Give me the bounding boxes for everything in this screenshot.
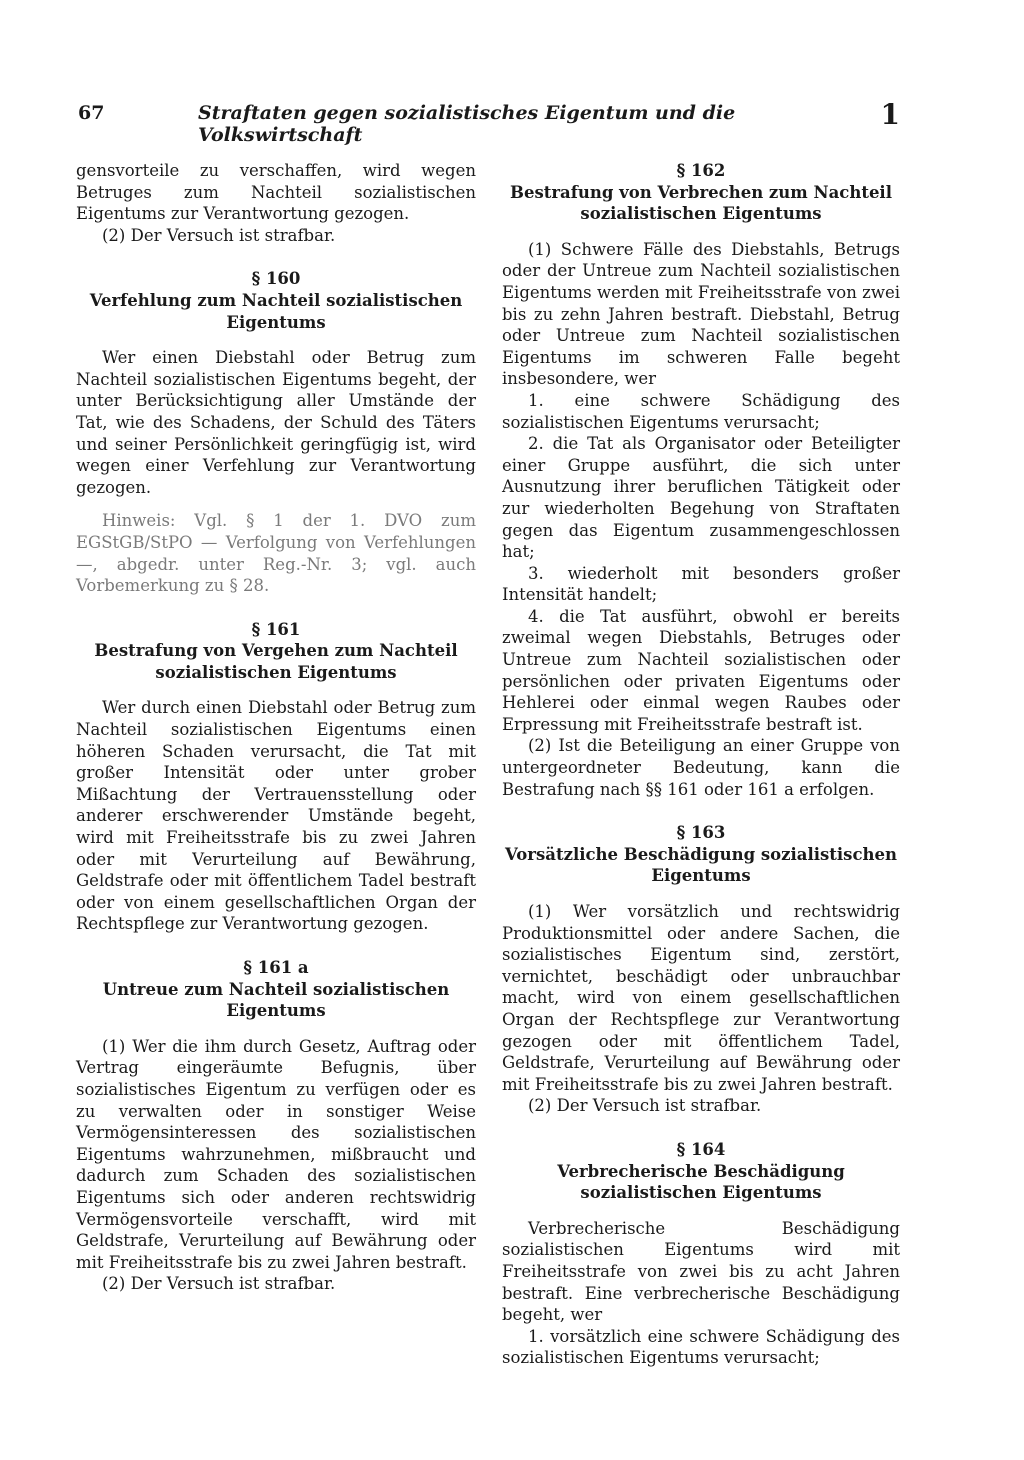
section-number-160: § 160 xyxy=(251,269,301,289)
paragraph: (2) Der Versuch ist strafbar. xyxy=(102,225,336,245)
section-164-item-1: 1. vorsätzlich eine schwere Schädigung des sozialistischen Eigentums verursacht; xyxy=(502,1326,900,1368)
section-164-body: Verbrecherische Beschädigung sozialistischen Eigentums wird mit Freiheitsstrafe von zwei bis zu acht Jahren bestraft. Eine verbrecherische Beschädigung begeht, wer xyxy=(502,1218,900,1325)
section-162-paragraph-2: (2) Ist die Beteiligung an einer Gruppe von untergeordneter Bedeutung, kann die Bestrafung nach §§ 161 oder 161 a erfolgen. xyxy=(502,736,900,799)
section-163-paragraph-2: (2) Der Versuch ist strafbar. xyxy=(528,1096,762,1116)
section-161-body: Wer durch einen Diebstahl oder Betrug zum Nachteil sozialistischen Eigentums einen höheren Schaden verursacht, die Tat mit großer Intensität oder unter grober Mißachtung der Vertrauensstellung oder anderer erschwerender Umstände begeht, wird mit Freiheitsstrafe bis zu zwei Jahren oder mit Verurteilung auf Bewährung, Geldstrafe oder mit öffentlichem Tadel bestraft oder von einem gesellschaftlichen Organ der Rechtspflege zur Verantwortung gezogen. xyxy=(76,698,476,934)
continued-paragraph: gensvorteile zu verschaffen, wird wegen Betruges zum Nachteil sozialistischen Eigentums zur Verantwortung gezogen. xyxy=(76,161,476,224)
section-160-hint: Hinweis: Vgl. § 1 der 1. DVO zum EGStGB/StPO — Verfolgung von Verfehlungen —, abgedr. unter Reg.-Nr. 3; vgl. auch Vorbemerkung zu § 28. xyxy=(76,511,476,596)
page-header xyxy=(78,98,900,146)
section-162-paragraph-1: (1) Schwere Fälle des Diebstahls, Betrugs oder der Untreue zum Nachteil sozialistischen Eigentums werden mit Freiheitsstrafe von zwei bis zu zehn Jahren bestraft. Diebstahl, Betrug oder Untreue zum Nachteil sozialistischen Eigentums im schweren Falle begeht insbesondere, wer xyxy=(502,239,900,389)
section-160-body: Wer einen Diebstahl oder Betrug zum Nachteil sozialistischen Eigentums begeht, der unter Berücksichtigung aller Umstände der Tat, wie des Schadens, der Schuld des Täters und seiner Persönlichkeit geringfügig ist, wird wegen einer Verfehlung zur Verantwortung gezogen. xyxy=(76,348,476,497)
left-column xyxy=(76,160,476,1295)
chapter-number: 1 xyxy=(880,98,900,131)
section-title-161: Bestrafung von Vergehen zum Nachteil sozialistischen Eigentums xyxy=(94,641,458,682)
section-title-164: Verbrecherische Beschädigung sozialistischen Eigentums xyxy=(557,1161,845,1203)
section-162-item-3: 3. wiederholt mit besonders großer Intensität handelt; xyxy=(502,563,900,605)
section-163-paragraph-1: (1) Wer vorsätzlich und rechtswidrig Produktionsmittel oder andere Sachen, die sozialistisches Eigentum sind, zerstört, vernichtet, beschädigt oder unbrauchbar macht, wird von einem gesellschaftlichen Organ der Rechtspflege zur Verantwortung gezogen oder mit öffentlichem Tadel, Geldstrafe, Verurteilung auf Bewährung oder mit Freiheitsstrafe bis zu zwei Jahren bestraft. xyxy=(502,902,900,1094)
section-title-163: Vorsätzliche Beschädigung sozialistischen Eigentums xyxy=(504,844,898,886)
section-162-item-2: 2. die Tat als Organisator oder Beteiligter einer Gruppe ausführt, die sich unter Ausnutzung ihrer beruflichen Tätigkeit oder zur wiederholten Begehung von Straftaten gegen das Eigentum zusammengeschlossen hat; xyxy=(502,434,900,562)
section-162-item-1: 1. eine schwere Schädigung des sozialistischen Eigentums verursacht; xyxy=(502,390,900,432)
section-162-item-4: 4. die Tat ausführt, obwohl er bereits zweimal wegen Diebstahls, Betruges oder Untreue zum Nachteil sozialistischen oder persönlichen oder privaten Eigentums oder Hehlerei oder einmal wegen Raubes oder Erpressung mit Freiheitsstrafe bestraft ist. xyxy=(502,606,900,734)
section-number-162: § 162 xyxy=(676,161,726,180)
section-161a-paragraph-1: (1) Wer die ihm durch Gesetz, Auftrag oder Vertrag eingeräumte Befugnis, über sozialistisches Eigentum zu verfügen oder es zu verwalten oder in sonstiger Weise Vermögensinteressen des sozialistischen Eigentums wahrzunehmen, mißbraucht und dadurch zum Schaden des sozialistischen Eigentums sich oder anderen rechtswidrig Vermögensvorteile verschafft, wird mit Geldstrafe, Verurteilung auf Bewährung oder mit Freiheitsstrafe bis zu zwei Jahren bestraft. xyxy=(76,1036,476,1272)
section-number-163: § 163 xyxy=(676,823,726,843)
section-number-161a: § 161 a xyxy=(243,958,309,977)
section-161a-paragraph-2: (2) Der Versuch ist strafbar. xyxy=(102,1274,336,1294)
section-title-160: Verfehlung zum Nachteil sozialistischen Eigentums xyxy=(89,290,463,332)
right-column xyxy=(502,160,900,1369)
section-title-162: Bestrafung von Verbrechen zum Nachteil sozialistischen Eigentums xyxy=(510,182,892,224)
page-number: 67 xyxy=(78,102,105,124)
running-title: Straftaten gegen sozialistisches Eigentum und die Volkswirtschaft xyxy=(198,102,736,146)
section-number-164: § 164 xyxy=(676,1139,726,1159)
section-number-161: § 161 xyxy=(251,619,301,639)
section-title-161a: Untreue zum Nachteil sozialistischen Eigentums xyxy=(102,979,450,1021)
